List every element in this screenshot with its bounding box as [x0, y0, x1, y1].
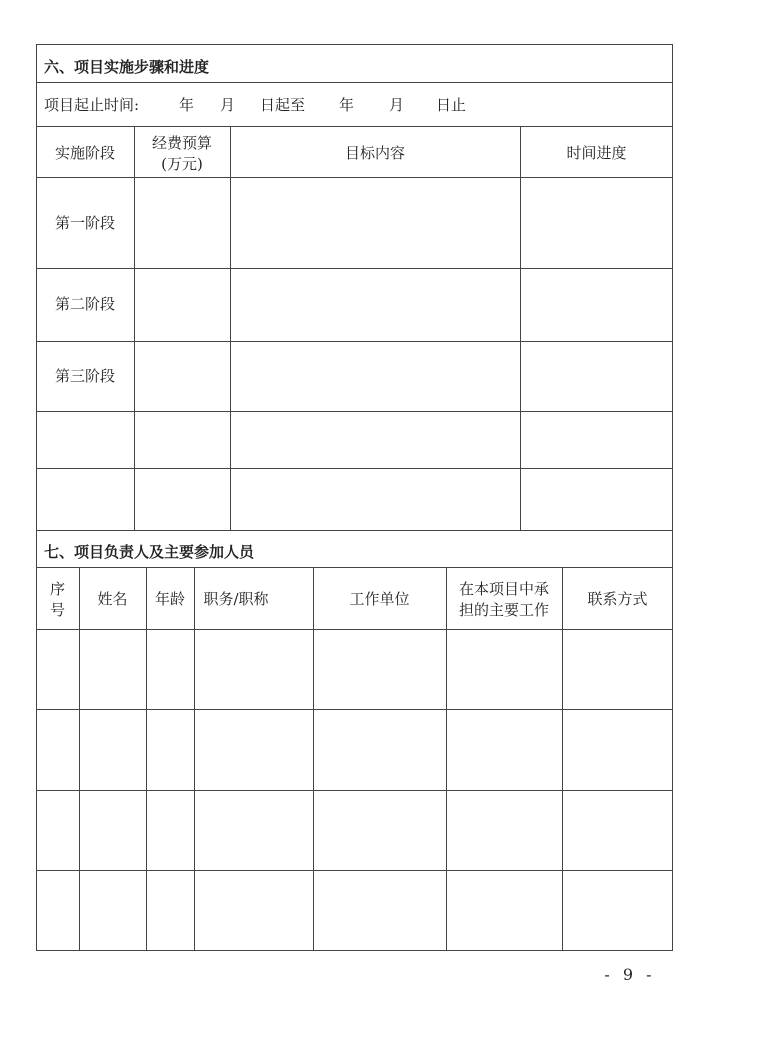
- header-target: 目标内容: [344, 144, 405, 162]
- header-age: 年龄: [154, 590, 185, 608]
- period-month-2: 月: [389, 96, 405, 114]
- frame-top: [36, 44, 673, 45]
- col-divider: [520, 126, 521, 530]
- header-position: 职务/职称: [203, 590, 269, 608]
- stage-label-2: 第二阶段: [54, 295, 115, 313]
- row-divider: [36, 341, 673, 342]
- frame-bottom: [36, 950, 673, 951]
- header-role-line2: 担的主要工作: [458, 601, 549, 619]
- header-role-line1: 在本项目中承: [458, 580, 549, 598]
- header-no-line2: 号: [49, 601, 65, 619]
- header-stage: 实施阶段: [54, 144, 115, 162]
- section7-title: 七、项目负责人及主要参加人员: [44, 543, 255, 561]
- header-budget-line2: (万元): [161, 155, 203, 173]
- application-form: [36, 44, 673, 951]
- period-month-1: 月: [220, 96, 236, 114]
- col-divider: [146, 567, 147, 951]
- col-divider: [194, 567, 195, 951]
- frame-right: [672, 44, 673, 951]
- header-unit: 工作单位: [349, 590, 410, 608]
- row-divider: [36, 629, 673, 630]
- period-label: 项目起止时间:: [44, 96, 140, 114]
- col-divider: [446, 567, 447, 951]
- row-divider: [36, 790, 673, 791]
- row-divider: [36, 567, 673, 568]
- row-divider: [36, 870, 673, 871]
- col-divider: [79, 567, 80, 951]
- row-divider: [36, 411, 673, 412]
- period-year-2: 年: [339, 96, 355, 114]
- frame-left: [36, 44, 37, 951]
- row-divider: [36, 177, 673, 178]
- header-no-line1: 序: [49, 580, 65, 598]
- period-day-end: 日止: [436, 96, 467, 114]
- col-divider: [562, 567, 563, 951]
- section6-title: 六、项目实施步骤和进度: [44, 58, 210, 76]
- row-divider: [36, 82, 673, 83]
- header-name: 姓名: [97, 590, 128, 608]
- stage-label-1: 第一阶段: [54, 214, 115, 232]
- stage-label-3: 第三阶段: [54, 367, 115, 385]
- page-number: - 9 -: [604, 965, 656, 984]
- row-divider: [36, 468, 673, 469]
- period-year-1: 年: [179, 96, 195, 114]
- period-day-from: 日起至: [260, 96, 306, 114]
- row-divider: [36, 530, 673, 531]
- header-schedule: 时间进度: [566, 144, 627, 162]
- row-divider: [36, 268, 673, 269]
- col-divider: [230, 126, 231, 530]
- header-contact: 联系方式: [587, 590, 648, 608]
- row-divider: [36, 709, 673, 710]
- row-divider: [36, 126, 673, 127]
- col-divider: [134, 126, 135, 530]
- col-divider: [313, 567, 314, 951]
- header-budget-line1: 经费预算: [151, 134, 212, 152]
